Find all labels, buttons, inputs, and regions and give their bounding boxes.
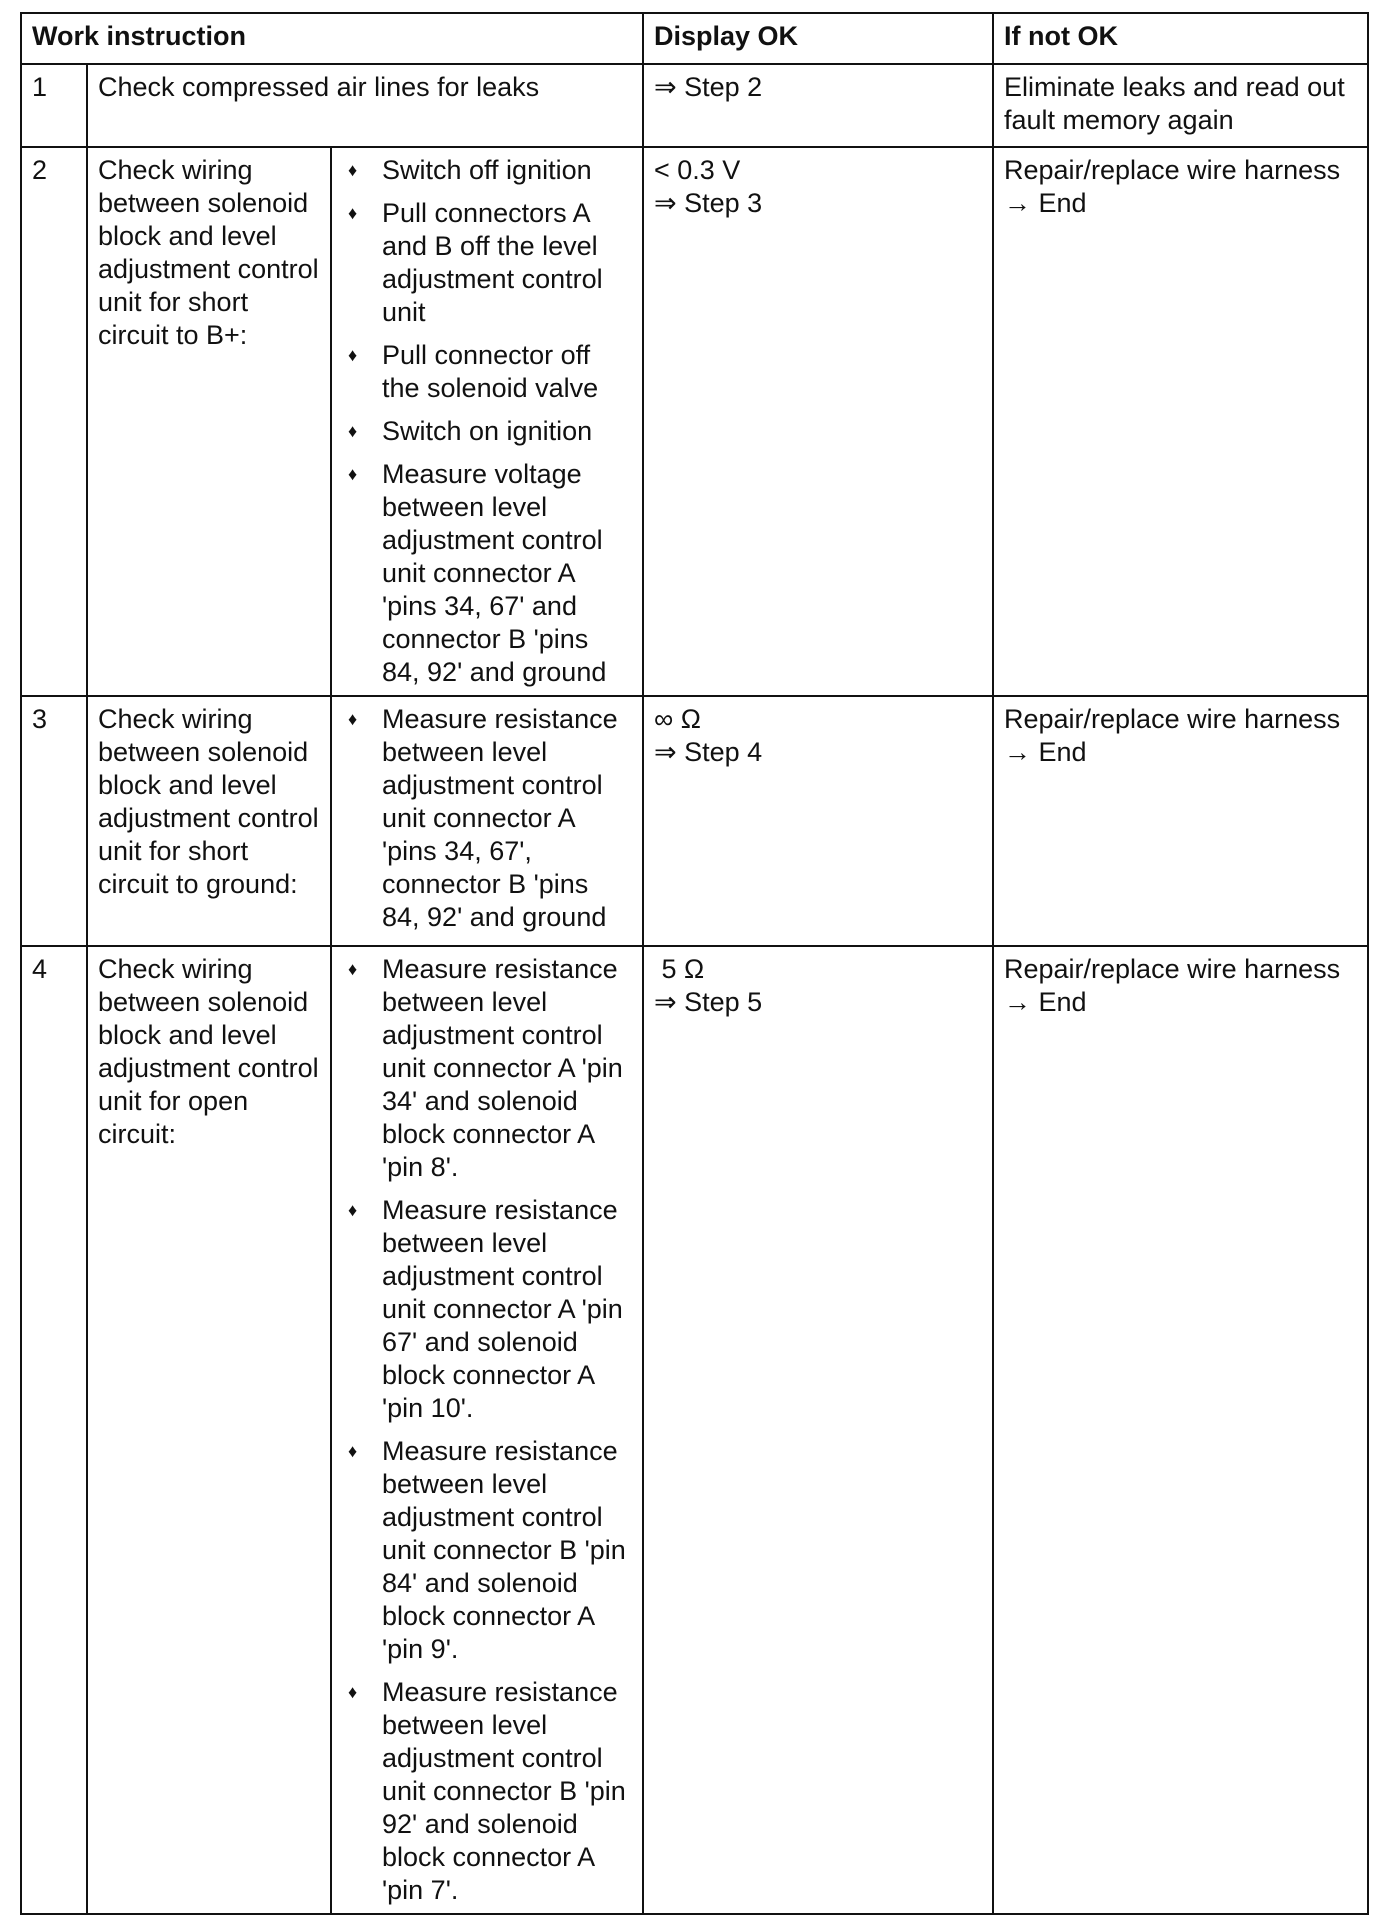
action-list-cell: [331, 696, 643, 946]
action-list: [342, 703, 632, 934]
header-row: [21, 13, 1368, 64]
if-not-ok-cell: [993, 696, 1368, 946]
bullet-diamond-icon: ♦: [348, 160, 358, 180]
display-ok-line: 5 Ω: [654, 954, 705, 984]
step-number: 2: [21, 147, 87, 696]
action-item: [342, 458, 632, 689]
if-not-ok-line: → End: [1004, 737, 1087, 767]
if-not-ok-line: → End: [1004, 987, 1087, 1017]
action-item: [342, 415, 632, 448]
if-not-ok-line: fault memory again: [1004, 105, 1234, 135]
bullet-diamond-icon: ♦: [348, 1441, 358, 1461]
if-not-ok-line: Repair/replace wire harness: [1004, 155, 1341, 185]
action-text: Measure resistance between level adjustment control unit connector B 'pin 92' and solenoid block connector A 'pin 7'.: [382, 1677, 626, 1905]
action-item: [342, 703, 632, 934]
action-text: Measure resistance between level adjustment control unit connector A 'pins 34, 67', connector B 'pins 84, 92' and ground: [382, 704, 618, 932]
table-row: [21, 147, 1368, 696]
step-number: 3: [21, 696, 87, 946]
bullet-diamond-icon: ♦: [348, 959, 358, 979]
document-page: [20, 12, 1369, 1915]
action-item: [342, 1435, 632, 1666]
table-row: [21, 696, 1368, 946]
instruction-text: Check wiring between solenoid block and level adjustment control unit for open circuit:: [87, 946, 331, 1914]
display-ok-line: ⇒ Step 3: [654, 188, 763, 218]
if-not-ok-line: Repair/replace wire harness: [1004, 954, 1341, 984]
if-not-ok-cell: [993, 946, 1368, 1914]
action-item: [342, 154, 632, 187]
bullet-diamond-icon: ♦: [348, 203, 358, 223]
bullet-diamond-icon: ♦: [348, 421, 358, 441]
instruction-text: Check wiring between solenoid block and level adjustment control unit for short circuit to ground:: [87, 696, 331, 946]
if-not-ok-cell: [993, 147, 1368, 696]
action-text: Pull connector off the solenoid valve: [382, 340, 599, 403]
work-instruction-table: [20, 12, 1369, 1915]
step-number: 4: [21, 946, 87, 1914]
action-item: [342, 1194, 632, 1425]
step-number: 1: [21, 64, 87, 147]
action-item: [342, 1676, 632, 1907]
display-ok-line: ∞ Ω: [654, 704, 701, 734]
display-ok-cell: [643, 147, 993, 696]
display-ok-cell: [643, 696, 993, 946]
bullet-diamond-icon: ♦: [348, 1200, 358, 1220]
if-not-ok-line: → End: [1004, 188, 1087, 218]
action-list-cell: [331, 946, 643, 1914]
display-ok-cell: [643, 64, 993, 147]
display-ok-cell: [643, 946, 993, 1914]
header-if-not-ok: If not OK: [993, 13, 1368, 64]
action-text: Measure voltage between level adjustment control unit connector A 'pins 34, 67' and connector B 'pins 84, 92' and ground: [382, 459, 607, 687]
action-text: Pull connectors A and B off the level adjustment control unit: [382, 198, 603, 327]
instruction-text: Check wiring between solenoid block and level adjustment control unit for short circuit to B+:: [87, 147, 331, 696]
table-row: [21, 946, 1368, 1914]
if-not-ok-line: Repair/replace wire harness: [1004, 704, 1341, 734]
bullet-diamond-icon: ♦: [348, 1682, 358, 1702]
if-not-ok-line: Eliminate leaks and read out: [1004, 72, 1345, 102]
header-work-instruction: Work instruction: [21, 13, 643, 64]
display-ok-line: < 0.3 V: [654, 155, 741, 185]
if-not-ok-cell: [993, 64, 1368, 147]
action-item: [342, 339, 632, 405]
display-ok-line: ⇒ Step 5: [654, 987, 763, 1017]
header-display-ok: Display OK: [643, 13, 993, 64]
bullet-diamond-icon: ♦: [348, 345, 358, 365]
action-text: Switch on ignition: [382, 416, 593, 446]
action-text: Switch off ignition: [382, 155, 592, 185]
action-item: [342, 953, 632, 1184]
action-text: Measure resistance between level adjustment control unit connector A 'pin 34' and solenoid block connector A 'pin 8'.: [382, 954, 623, 1182]
table-row: [21, 64, 1368, 147]
action-list: [342, 154, 632, 689]
bullet-diamond-icon: ♦: [348, 709, 358, 729]
instruction-text: Check compressed air lines for leaks: [87, 64, 643, 147]
action-text: Measure resistance between level adjustment control unit connector B 'pin 84' and solenoid block connector A 'pin 9'.: [382, 1436, 626, 1664]
bullet-diamond-icon: ♦: [348, 464, 358, 484]
action-text: Measure resistance between level adjustment control unit connector A 'pin 67' and solenoid block connector A 'pin 10'.: [382, 1195, 623, 1423]
display-ok-line: ⇒ Step 4: [654, 737, 763, 767]
display-ok-line: ⇒ Step 2: [654, 72, 763, 102]
action-list: [342, 953, 632, 1907]
action-item: [342, 197, 632, 329]
action-list-cell: [331, 147, 643, 696]
